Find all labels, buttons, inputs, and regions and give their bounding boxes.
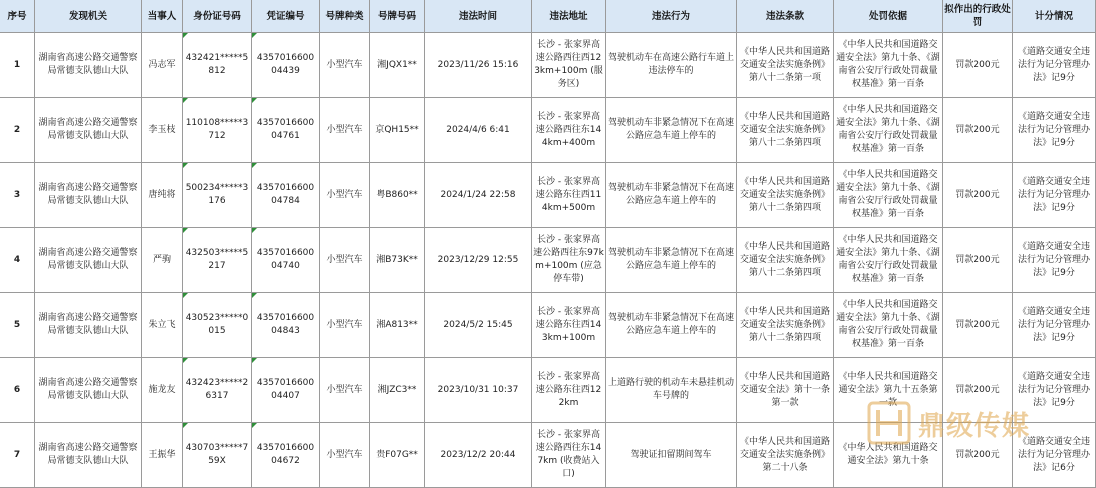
cell-points: 《道路交通安全违法行为记分管理办法》记9分 — [1013, 228, 1096, 293]
cell-index: 6 — [0, 358, 35, 423]
cell-basis: 《中华人民共和国道路交通安全法》第九十条、《湖南省公安厅行政处罚裁量权基准》第一百条 — [834, 228, 943, 293]
cell-id-number: 430703*****759X — [183, 423, 252, 488]
cell-authority: 湖南省高速公路交通警察局常德支队德山大队 — [35, 423, 142, 488]
table-row — [0, 358, 1096, 423]
cell-location: 长沙 - 张家界高速公路东往西122km — [532, 358, 606, 423]
col-header-basis: 处罚依据 — [834, 0, 943, 33]
cell-party: 施龙友 — [142, 358, 183, 423]
cell-points: 《道路交通安全违法行为记分管理办法》记9分 — [1013, 358, 1096, 423]
cell-points: 《道路交通安全违法行为记分管理办法》记6分 — [1013, 423, 1096, 488]
cell-points: 《道路交通安全违法行为记分管理办法》记9分 — [1013, 98, 1096, 163]
cell-points: 《道路交通安全违法行为记分管理办法》记9分 — [1013, 33, 1096, 98]
cell-clause: 《中华人民共和国道路交通安全法实施条例》第八十二条第四项 — [737, 163, 834, 228]
cell-party: 严驹 — [142, 228, 183, 293]
cell-id-number: 432421*****5812 — [183, 33, 252, 98]
cell-voucher: 4357016600 04407 — [252, 358, 320, 423]
cell-behavior: 驾驶机动车在高速公路行车道上违法停车的 — [606, 33, 737, 98]
header-row — [0, 0, 1096, 33]
cell-behavior: 驾驶机动车非紧急情况下在高速公路应急车道上停车的 — [606, 228, 737, 293]
cell-basis: 《中华人民共和国道路交通安全法》第九十条、《湖南省公安厅行政处罚裁量权基准》第一百条 — [834, 33, 943, 98]
cell-authority: 湖南省高速公路交通警察局常德支队德山大队 — [35, 33, 142, 98]
cell-authority: 湖南省高速公路交通警察局常德支队德山大队 — [35, 358, 142, 423]
cell-plate-type: 小型汽车 — [320, 33, 370, 98]
cell-plate-type: 小型汽车 — [320, 163, 370, 228]
cell-points: 《道路交通安全违法行为记分管理办法》记9分 — [1013, 293, 1096, 358]
cell-plate-type: 小型汽车 — [320, 98, 370, 163]
cell-party: 王振华 — [142, 423, 183, 488]
table-row — [0, 423, 1096, 488]
cell-time: 2023/10/31 10:37 — [425, 358, 532, 423]
cell-plate-number: 湘JQX1** — [370, 33, 425, 98]
cell-location: 长沙 - 张家界高速公路西往西123km+100m (服务区) — [532, 33, 606, 98]
cell-voucher: 4357016600 04761 — [252, 98, 320, 163]
table-row — [0, 98, 1096, 163]
cell-voucher: 4357016600 04784 — [252, 163, 320, 228]
cell-plate-number: 湘B73K** — [370, 228, 425, 293]
cell-time: 2023/12/2 20:44 — [425, 423, 532, 488]
cell-penalty: 罚款200元 — [943, 293, 1013, 358]
cell-basis: 《中华人民共和国道路交通安全法》第九十五条第一款 — [834, 358, 943, 423]
cell-party: 唐纯将 — [142, 163, 183, 228]
col-header-voucher: 凭证编号 — [252, 0, 320, 33]
cell-clause: 《中华人民共和国道路交通安全法实施条例》第八十二条第四项 — [737, 293, 834, 358]
cell-behavior: 驾驶机动车非紧急情况下在高速公路应急车道上停车的 — [606, 98, 737, 163]
cell-penalty: 罚款200元 — [943, 98, 1013, 163]
cell-location: 长沙 - 张家界高速公路东往西143km+100m — [532, 293, 606, 358]
cell-index: 4 — [0, 228, 35, 293]
cell-clause: 《中华人民共和国道路交通安全法实施条例》第八十二条第一项 — [737, 33, 834, 98]
cell-voucher: 4357016600 04843 — [252, 293, 320, 358]
col-header-clause: 违法条款 — [737, 0, 834, 33]
table-row — [0, 293, 1096, 358]
cell-plate-number: 京QH15** — [370, 98, 425, 163]
cell-authority: 湖南省高速公路交通警察局常德支队德山大队 — [35, 163, 142, 228]
cell-location: 长沙 - 张家界高速公路西往东97km+100m (应急停车带) — [532, 228, 606, 293]
table-row — [0, 163, 1096, 228]
cell-id-number: 500234*****3176 — [183, 163, 252, 228]
cell-index: 5 — [0, 293, 35, 358]
cell-basis: 《中华人民共和国道路交通安全法》第九十条、《湖南省公安厅行政处罚裁量权基准》第一百条 — [834, 163, 943, 228]
cell-clause: 《中华人民共和国道路交通安全法》第十一条第一款 — [737, 358, 834, 423]
cell-penalty: 罚款200元 — [943, 163, 1013, 228]
cell-voucher: 4357016600 04439 — [252, 33, 320, 98]
cell-behavior: 驾驶证扣留期间驾车 — [606, 423, 737, 488]
col-header-points: 计分情况 — [1013, 0, 1096, 33]
cell-penalty: 罚款200元 — [943, 423, 1013, 488]
cell-basis: 《中华人民共和国道路交通安全法》第九十条、《湖南省公安厅行政处罚裁量权基准》第一百条 — [834, 293, 943, 358]
cell-time: 2024/5/2 15:45 — [425, 293, 532, 358]
cell-plate-type: 小型汽车 — [320, 293, 370, 358]
cell-location: 长沙 - 张家界高速公路东往西114km+500m — [532, 163, 606, 228]
cell-index: 3 — [0, 163, 35, 228]
cell-behavior: 上道路行驶的机动车未悬挂机动车号牌的 — [606, 358, 737, 423]
cell-clause: 《中华人民共和国道路交通安全法实施条例》第八十二条第四项 — [737, 98, 834, 163]
cell-plate-type: 小型汽车 — [320, 228, 370, 293]
cell-behavior: 驾驶机动车非紧急情况下在高速公路应急车道上停车的 — [606, 163, 737, 228]
cell-behavior: 驾驶机动车非紧急情况下在高速公路应急车道上停车的 — [606, 293, 737, 358]
cell-id-number: 432423*****26317 — [183, 358, 252, 423]
cell-time: 2024/4/6 6:41 — [425, 98, 532, 163]
col-header-time: 违法时间 — [425, 0, 532, 33]
cell-authority: 湖南省高速公路交通警察局常德支队德山大队 — [35, 293, 142, 358]
col-header-id-number: 身份证号码 — [183, 0, 252, 33]
cell-authority: 湖南省高速公路交通警察局常德支队德山大队 — [35, 98, 142, 163]
cell-plate-number: 湘JZC3** — [370, 358, 425, 423]
cell-clause: 《中华人民共和国道路交通安全法实施条例》第二十八条 — [737, 423, 834, 488]
col-header-authority: 发现机关 — [35, 0, 142, 33]
cell-clause: 《中华人民共和国道路交通安全法实施条例》第八十二条第四项 — [737, 228, 834, 293]
cell-location: 长沙 - 张家界高速公路西往东147km (收费站入口) — [532, 423, 606, 488]
cell-index: 7 — [0, 423, 35, 488]
cell-index: 1 — [0, 33, 35, 98]
cell-basis: 《中华人民共和国道路交通安全法》第九十条、《湖南省公安厅行政处罚裁量权基准》第一百条 — [834, 98, 943, 163]
cell-plate-type: 小型汽车 — [320, 358, 370, 423]
col-header-plate-number: 号牌号码 — [370, 0, 425, 33]
cell-time: 2023/11/26 15:16 — [425, 33, 532, 98]
cell-location: 长沙 - 张家界高速公路西往东144km+400m — [532, 98, 606, 163]
cell-party: 冯志军 — [142, 33, 183, 98]
cell-plate-number: 贵F07G** — [370, 423, 425, 488]
cell-party: 李玉枝 — [142, 98, 183, 163]
cell-authority: 湖南省高速公路交通警察局常德支队德山大队 — [35, 228, 142, 293]
table-row — [0, 228, 1096, 293]
cell-penalty: 罚款200元 — [943, 33, 1013, 98]
col-header-plate-type: 号牌种类 — [320, 0, 370, 33]
cell-points: 《道路交通安全违法行为记分管理办法》记9分 — [1013, 163, 1096, 228]
cell-penalty: 罚款200元 — [943, 358, 1013, 423]
cell-id-number: 430523*****0015 — [183, 293, 252, 358]
col-header-penalty: 拟作出的行政处罚 — [943, 0, 1013, 33]
watermark-text: 鼎级传媒 — [918, 410, 1030, 442]
cell-plate-type: 小型汽车 — [320, 423, 370, 488]
cell-time: 2024/1/24 22:58 — [425, 163, 532, 228]
cell-id-number: 432503*****5217 — [183, 228, 252, 293]
cell-plate-number: 粤B860** — [370, 163, 425, 228]
col-header-location: 违法地址 — [532, 0, 606, 33]
cell-party: 朱立飞 — [142, 293, 183, 358]
cell-index: 2 — [0, 98, 35, 163]
cell-plate-number: 湘A813** — [370, 293, 425, 358]
cell-id-number: 110108*****3712 — [183, 98, 252, 163]
table-row — [0, 33, 1096, 98]
col-header-party: 当事人 — [142, 0, 183, 33]
cell-time: 2023/12/29 12:55 — [425, 228, 532, 293]
col-header-index: 序号 — [0, 0, 35, 33]
cell-basis: 《中华人民共和国道路交通安全法》第九十条 — [834, 423, 943, 488]
cell-voucher: 4357016600 04672 — [252, 423, 320, 488]
col-header-behavior: 违法行为 — [606, 0, 737, 33]
cell-penalty: 罚款200元 — [943, 228, 1013, 293]
cell-voucher: 4357016600 04740 — [252, 228, 320, 293]
